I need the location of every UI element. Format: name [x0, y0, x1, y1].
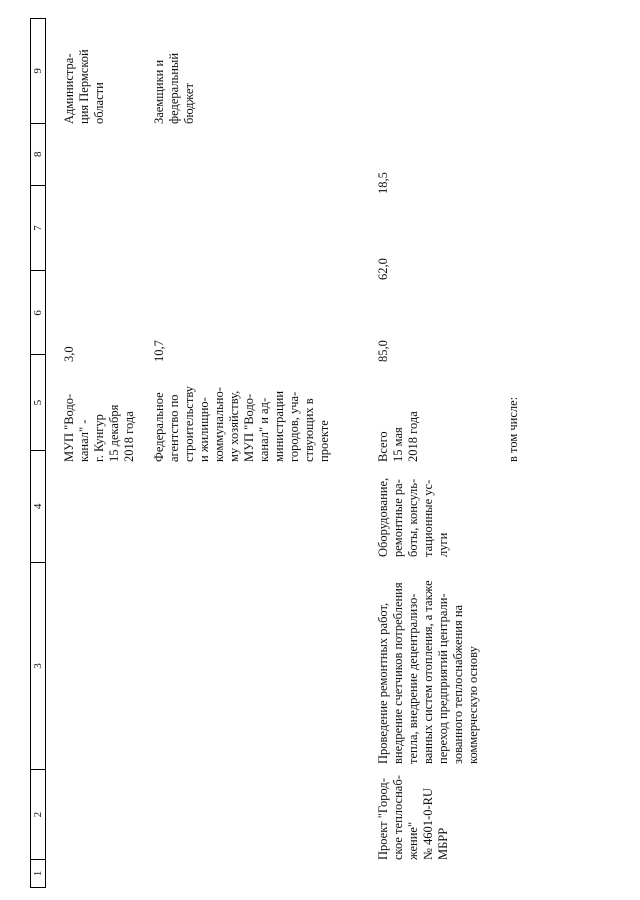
col-number-3: 3 [31, 562, 45, 770]
col-number-7: 7 [31, 185, 45, 271]
row2-guarantor: Заемщики и федеральный бюджет [152, 52, 196, 124]
row1-responsible-executor: МУП "Водо- канал" - г. Кунгур 15 декабря 2018 года [62, 393, 136, 462]
row3-expenditure-items: Оборудование, ремонтные ра- боты, консуль- тационные ус- луги [376, 477, 450, 557]
row1-guarantor: Администра- ция Пермской области [62, 49, 106, 124]
row2-amount: 10,7 [152, 340, 166, 362]
col-number-6: 6 [31, 270, 45, 354]
col-number-8: 8 [31, 123, 45, 185]
row2-responsible-executor: Федеральное агентство по строительству и жилищно- коммунально- му хозяйству, МУП "Водо- канал" и ад- министрации городов, уча- ствующих в проекте [152, 385, 331, 462]
row3-project-name: Проект "Город- ское теплоснаб- жение" № 4601-0-RU МБРР [376, 775, 450, 860]
row3-total-amount: 85,0 [376, 340, 390, 362]
row3-project-goals: Проведение ремонтных работ, внедрение счетчиков потребления тепла, внедрение децентрализо- ванных систем отопления, а также переход предприятий централи- зованного теплоснабжения на коммерческую основу [376, 580, 480, 764]
row1-amount: 3,0 [62, 346, 76, 362]
col-number-2: 2 [31, 769, 45, 859]
col-number-9: 9 [32, 68, 44, 74]
col-number-1: 1 [31, 859, 45, 887]
row3-col8-amount: 18,5 [376, 172, 390, 194]
col-number-5: 5 [31, 354, 45, 450]
column-number-header [30, 18, 46, 888]
row4-including-label: в том числе: [506, 396, 520, 462]
row3-total-and-deadline: Всего 15 мая 2018 года [376, 411, 420, 462]
col-number-4: 4 [31, 450, 45, 562]
row3-col7-amount: 62,0 [376, 258, 390, 280]
